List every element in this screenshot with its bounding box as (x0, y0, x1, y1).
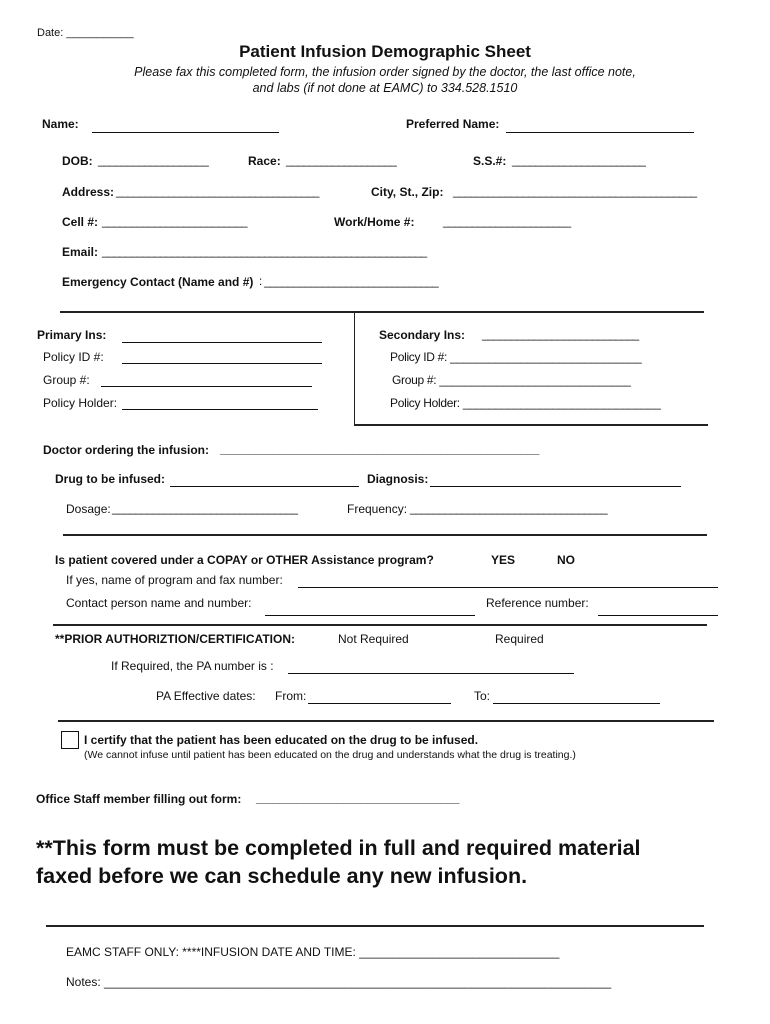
form-subtitle-line2: and labs (if not done at EAMC) to 334.528.1510 (252, 81, 518, 95)
emergency-contact-input[interactable]: : ______________________________ (259, 276, 439, 288)
primary-ins-input[interactable] (122, 342, 322, 343)
work-phone-label: Work/Home #: (334, 215, 415, 229)
certify-statement: I certify that the patient has been educated on the drug to be infused. (84, 733, 479, 747)
ssn-label: S.S.#: (473, 154, 507, 168)
policy-id-input[interactable] (122, 363, 322, 364)
prior-auth-required-option[interactable]: Required (495, 632, 544, 646)
frequency-input[interactable]: __________________________________ (410, 503, 608, 515)
certify-checkbox[interactable] (61, 731, 79, 749)
policy-holder-label: Policy Holder: (43, 396, 118, 410)
reference-number-input[interactable] (598, 615, 718, 616)
dob-label: DOB: (62, 154, 93, 168)
city-input[interactable]: __________________________________________ (453, 186, 697, 198)
divider-insurance-bottom (354, 424, 708, 426)
drug-input[interactable] (170, 486, 359, 487)
divider-assistance (53, 624, 707, 626)
assistance-yes-option[interactable]: YES (491, 553, 516, 567)
prior-auth-not-required-option[interactable]: Not Required (338, 632, 409, 646)
notes-field[interactable]: Notes: ____________________________________________________________________________ (66, 975, 612, 989)
cell-label: Cell #: (62, 215, 99, 229)
diagnosis-input[interactable] (430, 486, 681, 487)
secondary-policy-id-field[interactable]: Policy ID #: ______________________________ (390, 350, 642, 364)
divider-insurance-top (60, 311, 704, 313)
frequency-label: Frequency: (347, 502, 408, 516)
contact-person-label: Contact person name and number: (66, 596, 252, 610)
primary-ins-label: Primary Ins: (37, 328, 107, 342)
prior-auth-label: **PRIOR AUTHORIZTION/CERTIFICATION: (55, 632, 295, 646)
email-input[interactable]: ________________________________________________________ (102, 246, 427, 258)
emergency-contact-label: Emergency Contact (Name and #) (62, 275, 254, 289)
race-input[interactable]: ___________________ (286, 155, 397, 167)
assistance-no-option[interactable]: NO (557, 553, 575, 567)
pa-to-input[interactable] (493, 703, 660, 704)
divider-insurance-vertical (354, 312, 355, 424)
address-input[interactable]: ___________________________________ (116, 186, 319, 198)
divider-order (63, 534, 707, 536)
staff-label: Office Staff member filling out form: (36, 792, 242, 806)
city-label: City, St., Zip: (371, 185, 444, 199)
policy-id-label: Policy ID #: (43, 350, 104, 364)
address-label: Address: (62, 185, 115, 199)
name-input[interactable] (92, 132, 279, 133)
notice-line1: **This form must be completed in full and required material (36, 836, 641, 860)
assistance-question: Is patient covered under a COPAY or OTHER Assistance program? (55, 553, 434, 567)
pa-from-label: From: (275, 689, 307, 703)
certify-note: (We cannot infuse until patient has been educated on the drug and understands what the drug is treating.) (84, 749, 576, 761)
group-label: Group #: (43, 373, 90, 387)
secondary-group-field[interactable]: Group #: ______________________________ (392, 373, 631, 387)
secondary-ins-label: Secondary Ins: (379, 328, 466, 342)
pa-from-input[interactable] (308, 703, 451, 704)
pa-dates-label: PA Effective dates: (156, 689, 256, 703)
doctor-label: Doctor ordering the infusion: (43, 443, 209, 457)
divider-prior-auth (58, 720, 714, 722)
dob-input[interactable]: ___________________ (98, 155, 209, 167)
secondary-ins-input[interactable]: ___________________________ (482, 329, 639, 341)
staff-input[interactable]: ___________________________________ (256, 793, 459, 805)
race-label: Race: (248, 154, 281, 168)
form-subtitle-line1: Please fax this completed form, the infusion order signed by the doctor, the last office note, (134, 65, 636, 79)
preferred-name-label: Preferred Name: (406, 117, 500, 131)
secondary-policy-holder-field[interactable]: Policy Holder: _______________________________ (390, 396, 661, 410)
drug-label: Drug to be infused: (55, 472, 165, 486)
email-label: Email: (62, 245, 99, 259)
reference-number-label: Reference number: (486, 596, 589, 610)
divider-footer (46, 925, 704, 927)
contact-person-input[interactable] (265, 615, 475, 616)
pa-number-input[interactable] (288, 673, 574, 674)
pa-number-label: If Required, the PA number is : (111, 659, 274, 673)
dosage-label: Dosage: (66, 502, 111, 516)
work-phone-input[interactable]: ______________________ (443, 216, 571, 228)
group-input[interactable] (101, 386, 312, 387)
notice-line2: faxed before we can schedule any new infusion. (36, 864, 528, 888)
program-label: If yes, name of program and fax number: (66, 573, 283, 587)
name-label: Name: (42, 117, 79, 131)
form-title: Patient Infusion Demographic Sheet (239, 42, 531, 61)
diagnosis-label: Diagnosis: (367, 472, 429, 486)
preferred-name-input[interactable] (506, 132, 694, 133)
date-field[interactable]: Date: ___________ (37, 27, 134, 39)
eamc-staff-field[interactable]: EAMC STAFF ONLY: ****INFUSION DATE AND TIME: ______________________________ (66, 945, 560, 959)
ssn-input[interactable]: _______________________ (512, 155, 646, 167)
cell-input[interactable]: _________________________ (102, 216, 247, 228)
program-input[interactable] (298, 587, 718, 588)
dosage-input[interactable]: ________________________________ (112, 503, 298, 515)
pa-to-label: To: (474, 689, 491, 703)
policy-holder-input[interactable] (122, 409, 318, 410)
doctor-input[interactable]: _______________________________________________________ (220, 444, 539, 456)
